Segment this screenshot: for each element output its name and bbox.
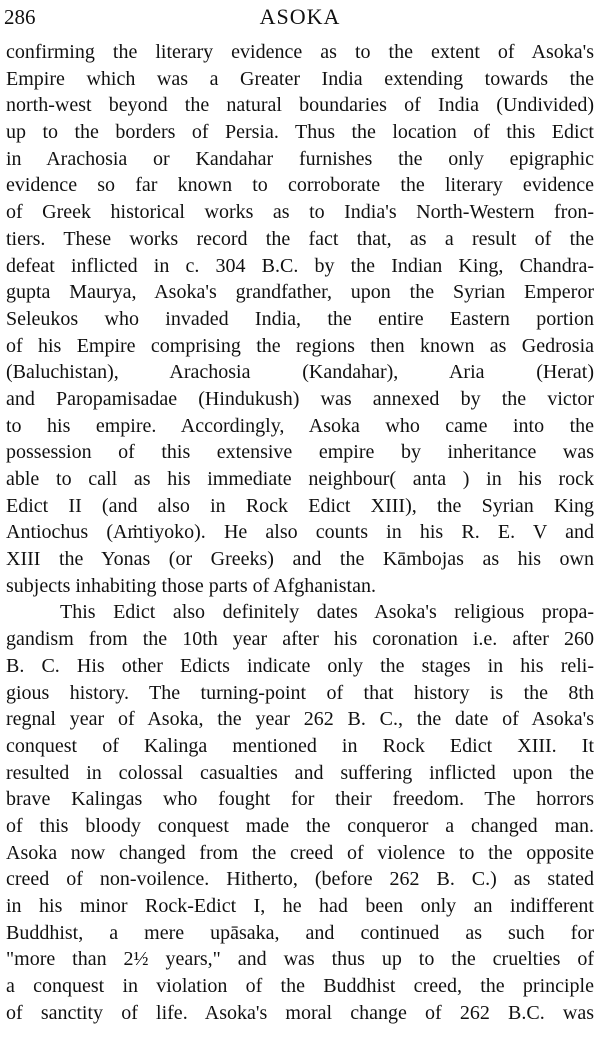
page-header — [4, 2, 596, 32]
text-line: able to call as his immediate neighbour( anta ) in his rock — [6, 468, 594, 490]
paragraph-2 — [6, 599, 594, 1026]
paragraph-1 — [6, 39, 594, 599]
text-line: of this bloody conquest made the conqueror a changed man. — [6, 814, 594, 837]
text-line: north-west beyond the natural boundaries of India (Undivided) — [6, 94, 594, 117]
text-line: and Paropamisadae (Hindukush) was annexed by the victor — [6, 387, 594, 410]
text-line: evidence so far known to corroborate the literary evidence — [6, 174, 594, 197]
text-line: This Edict also definitely dates Asoka's religious propa- — [60, 601, 594, 624]
text-line: subjects inhabiting those parts of Afghanistan. — [6, 574, 376, 597]
text-line: "more than 2½ years," and was thus up to the cruelties of — [6, 948, 594, 971]
text-line: regnal year of Asoka, the year 262 B. C., the date of Asoka's — [6, 708, 594, 731]
text-line: confirming the literary evidence as to the extent of Asoka's — [6, 41, 594, 63]
text-line: B. C. His other Edicts indicate only the stages in his reli- — [6, 654, 594, 677]
text-line: defeat inflicted in c. 304 B.C. by the Indian King, Chandra- — [6, 254, 594, 277]
text-line: in his minor Rock-Edict I, he had been only an indifferent — [6, 895, 594, 917]
text-line: Buddhist, a mere upāsaka, and continued as such for — [6, 921, 594, 944]
text-line: gandism from the 10th year after his coronation i.e. after 260 — [6, 628, 594, 651]
text-line: conquest of Kalinga mentioned in Rock Edict XIII. It — [6, 734, 594, 757]
text-line: gious history. The turning-point of that history is the 8th — [6, 681, 594, 704]
text-line: possession of this extensive empire by inheritance was — [6, 441, 594, 464]
text-line: resulted in colossal casualties and suffering inflicted upon the — [6, 761, 594, 784]
text-line: a conquest in violation of the Buddhist creed, the principle — [6, 975, 594, 998]
text-line: of his Empire comprising the regions then known as Gedrosia — [6, 334, 594, 357]
text-line: to his empire. Accordingly, Asoka who came into the — [6, 414, 594, 437]
text-line: in Arachosia or Kandahar furnishes the only epigraphic — [6, 147, 594, 170]
page-body — [6, 39, 594, 1026]
text-line: XIII the Yonas (or Greeks) and the Kāmbojas as his own — [6, 548, 594, 571]
text-line: (Baluchistan), Arachosia (Kandahar), Aria (Herat) — [6, 361, 594, 384]
text-line: of Greek historical works as to India's North-Western fron- — [6, 201, 594, 224]
text-line: creed of non-voilence. Hitherto, (before 262 B. C.) as stated — [6, 868, 594, 891]
text-line: Seleukos who invaded India, the entire Eastern portion — [6, 307, 594, 330]
running-head: ASOKA — [259, 4, 341, 29]
page-number: 286 — [4, 5, 36, 29]
text-line: tiers. These works record the fact that, as a result of the — [6, 227, 594, 250]
text-line: Antiochus (Aṁtiyoko). He also counts in his R. E. V and — [6, 521, 594, 544]
text-line: brave Kalingas who fought for their freedom. The horrors — [6, 788, 594, 811]
text-line: of sanctity of life. Asoka's moral change of 262 B.C. was — [6, 1001, 594, 1024]
text-line: Empire which was a Greater India extending towards the — [6, 67, 594, 90]
text-line: up to the borders of Persia. Thus the location of this Edict — [6, 121, 594, 144]
text-line: Edict II (and also in Rock Edict XIII), the Syrian King — [6, 494, 594, 517]
text-line: Asoka now changed from the creed of violence to the opposite — [6, 841, 594, 864]
text-line: gupta Maurya, Asoka's grandfather, upon the Syrian Emperor — [6, 281, 594, 304]
